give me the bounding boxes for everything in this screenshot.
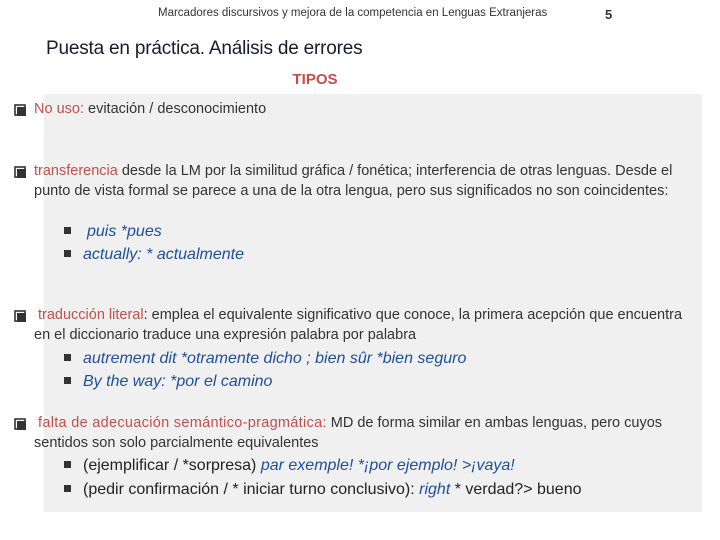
header-title: Marcadores discursivos y mejora de la competencia en Lenguas Extranjeras — [158, 7, 548, 19]
item-key: falta de adecuación semántico-pragmática: — [38, 415, 327, 431]
section-label: TIPOS — [292, 71, 338, 88]
content-panel — [34, 94, 702, 512]
square-bullet-icon — [64, 227, 71, 234]
sub-item-text: actually: * actualmente — [83, 246, 244, 263]
square-bullet-icon — [64, 354, 71, 361]
sub-item — [64, 371, 272, 393]
item-text: : emplea el equivalente significativo que conoce, la primera acepción que encuentra en el diccionario traduce una expresión palabra por palabra — [34, 307, 683, 343]
list-item-transferencia — [14, 162, 684, 201]
sub-item-plain-2: * verdad?> bueno — [450, 481, 582, 498]
slide-header — [0, 7, 720, 25]
checkbox-square-icon — [14, 166, 26, 178]
slide-title: Puesta en práctica. Análisis de errores — [46, 38, 363, 59]
page-number: 5 — [605, 7, 613, 22]
sub-item-plain: (ejemplificar / *sorpresa) — [83, 457, 261, 474]
item-key: traducción literal — [38, 307, 144, 323]
sub-item — [64, 244, 244, 266]
sub-item — [64, 455, 515, 477]
sub-item — [64, 479, 581, 501]
item-key: transferencia — [34, 163, 118, 179]
sub-item-italic: par exemple! *¡por ejemplo! >¡vaya! — [260, 457, 515, 474]
item-text: MD de forma similar en ambas lenguas, pero cuyos sentidos son solo parcialmente equivalentes — [34, 415, 663, 451]
sub-item-plain: (pedir confirmación / * iniciar turno conclusivo): — [83, 481, 420, 498]
sub-item-text: autrement dit *otramente dicho ; bien sûr *bien seguro — [83, 350, 467, 367]
sub-item-text: puis *pues — [87, 223, 162, 240]
square-bullet-icon — [64, 250, 71, 257]
list-item-no-uso — [14, 100, 684, 120]
sub-item — [64, 348, 466, 370]
item-text: desde la LM por la similitud gráfica / fonética; interferencia de otras lenguas. Desde el punto de vista formal se parece a una de la otra lengua, pero sus significados no son coincidentes: — [34, 163, 673, 199]
list-item-falta-adecuacion — [14, 414, 684, 453]
square-bullet-icon — [64, 485, 71, 492]
sub-item-text: By the way: *por el camino — [83, 373, 273, 390]
square-bullet-icon — [64, 377, 71, 384]
item-key: No uso: — [34, 101, 84, 117]
checkbox-square-icon — [14, 104, 26, 116]
checkbox-square-icon — [14, 310, 26, 322]
item-text: evitación / desconocimiento — [83, 101, 267, 117]
sub-item — [64, 221, 162, 243]
checkbox-square-icon — [14, 418, 26, 430]
list-item-traduccion-literal — [14, 306, 684, 345]
sub-item-italic: right — [419, 481, 451, 498]
square-bullet-icon — [64, 461, 71, 468]
